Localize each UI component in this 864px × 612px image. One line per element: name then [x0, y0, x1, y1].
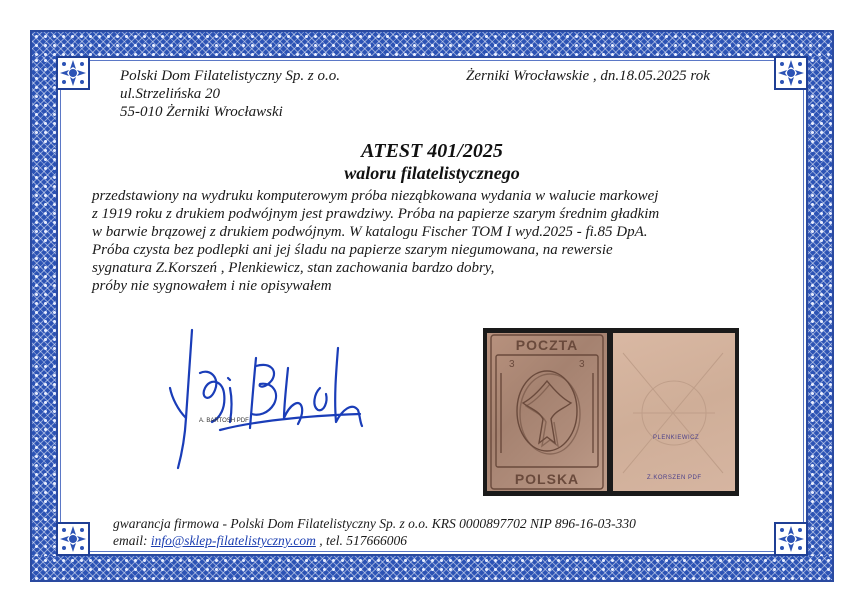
body-line: sygnatura Z.Korszeń , Plenkiewicz, stan zachowania bardzo dobry, [92, 260, 495, 276]
phone-text: , tel. 517666006 [315, 533, 408, 548]
body-line: w barwie brązowej z drukiem podwójnym. W katalogu Fischer TOM I wyd.2025 - fi.85 DpA. [92, 224, 648, 240]
corner-rosette-icon [774, 522, 808, 556]
email-link[interactable]: info@sklep-filatelistyczny.com [150, 533, 316, 548]
body-line: przedstawiony na wydruku komputerowym próba nieząbkowana wydania w walucie markowej [92, 188, 659, 204]
body-line: Próba czysta bez podlepki ani jej śladu na papierze szarym niegumowana, na rewersie [92, 242, 613, 258]
border-pattern-top [32, 32, 832, 56]
stamp-photo-frame [483, 328, 739, 496]
signature-stamp-label: A. BARTOSH PDF [199, 418, 249, 424]
svg-text:3: 3 [509, 359, 515, 370]
issuer-name: Polski Dom Filatelistyczny Sp. z o.o. [120, 68, 340, 84]
issuer-street: ul.Strzelińska 20 [120, 86, 220, 102]
corner-rosette-icon [774, 56, 808, 90]
stamp-reverse-image [613, 333, 735, 491]
eagle-emblem-icon [487, 333, 607, 491]
corner-rosette-icon [56, 522, 90, 556]
footer-contact-line [113, 533, 407, 549]
border-pattern-right [808, 56, 832, 556]
place-and-date: Żerniki Wrocławskie , dn.18.05.2025 rok [466, 68, 710, 84]
certificate-title: ATEST 401/2025 [361, 140, 503, 162]
certificate-subtitle: waloru filatelistycznego [344, 163, 520, 183]
stamp-top-text: POCZTA [515, 337, 579, 353]
footer-guarantee-line: gwarancja firmowa - Polski Dom Filatelistyczny Sp. z o.o. KRS 0000897702 NIP 896-16-03-330 [113, 516, 636, 531]
stamp-bottom-text: POLSKA [514, 471, 580, 487]
svg-text:3: 3 [579, 359, 585, 370]
reverse-watermark [613, 333, 735, 491]
body-line: z 1919 roku z drukiem podwójnym jest prawdziwy. Próba na papierze szarym średnim gładkim [92, 206, 660, 222]
email-label: email: [113, 533, 151, 548]
reverse-mark-korszen: Z.KORSZEN PDF [647, 475, 702, 481]
body-line: próby nie sygnowałem i nie opisywałem [92, 278, 332, 294]
stamp-front-image [487, 333, 607, 491]
issuer-city: 55-010 Żerniki Wrocławski [120, 104, 283, 120]
handwritten-signature [160, 318, 390, 478]
corner-rosette-icon [56, 56, 90, 90]
reverse-mark-plenkiewicz: PLENKIEWICZ [653, 435, 700, 441]
border-pattern-bottom [32, 556, 832, 580]
border-pattern-left [32, 56, 56, 556]
